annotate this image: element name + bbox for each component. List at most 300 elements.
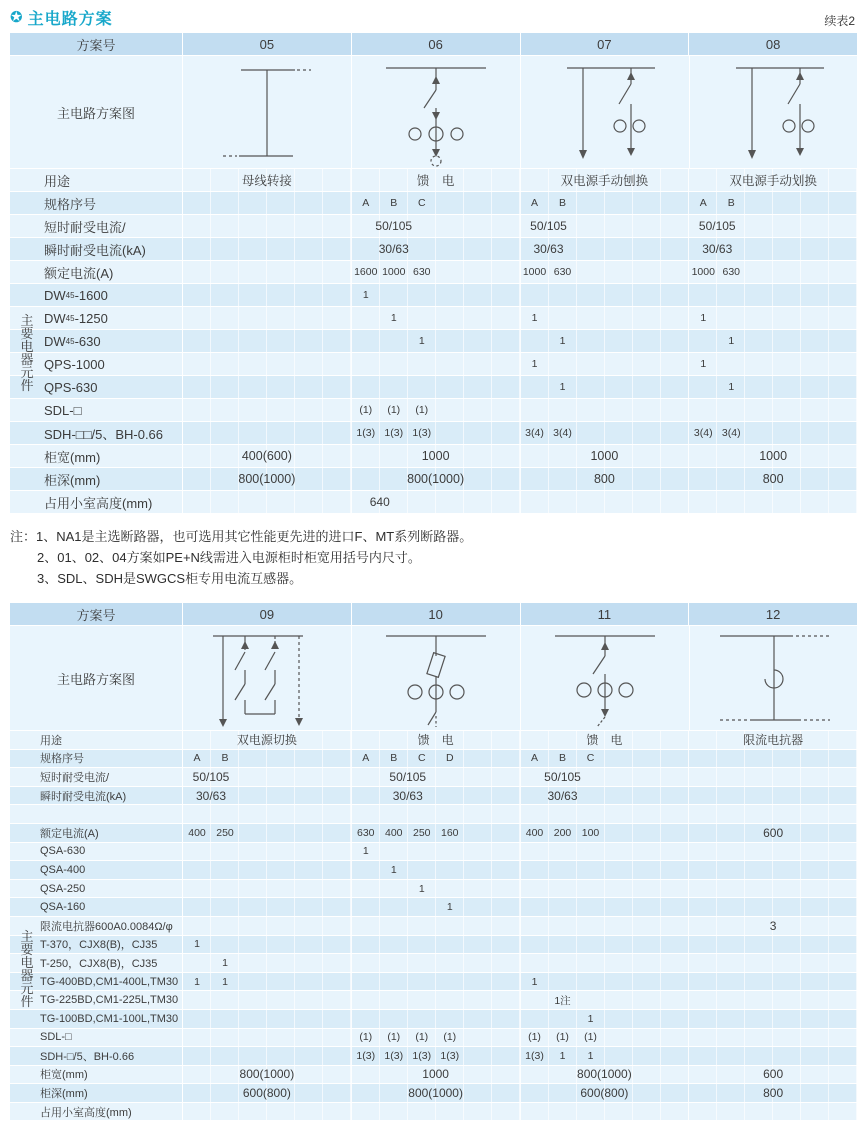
value-cell xyxy=(183,192,352,214)
cell-subvalues xyxy=(352,827,464,839)
value-cell xyxy=(352,1047,521,1065)
cell-subvalues xyxy=(689,381,745,393)
value-cell xyxy=(352,399,521,421)
header-scheme-label: 方案号 xyxy=(10,33,183,55)
value-cell xyxy=(183,491,352,513)
sub-value xyxy=(352,312,380,324)
value-cell xyxy=(689,768,857,786)
cell-subvalues xyxy=(352,404,436,416)
cell-value: 800 xyxy=(763,1086,784,1101)
cell-value: 600(800) xyxy=(580,1086,629,1101)
table-row xyxy=(10,1066,857,1085)
cell-value: 50/105 xyxy=(192,769,230,784)
value-cell xyxy=(352,307,521,329)
cell-subvalues xyxy=(352,1050,464,1062)
value-cell xyxy=(183,991,352,1009)
sub-value: (1) xyxy=(359,404,373,416)
sub-value: 1 xyxy=(587,1049,594,1062)
value-cell xyxy=(183,1066,352,1084)
row-values xyxy=(183,936,857,954)
value-cell xyxy=(689,491,857,513)
row-label: 规格序号 xyxy=(10,750,183,768)
value-cell xyxy=(521,399,690,421)
cell-subvalues xyxy=(521,1031,605,1043)
sub-value: A xyxy=(530,197,538,209)
sub-value: C xyxy=(417,197,426,209)
sub-value: 1(3) xyxy=(356,427,376,439)
value-cell xyxy=(183,353,352,375)
table-row xyxy=(10,261,857,284)
value-cell xyxy=(183,468,352,490)
cell-value: 30/63 xyxy=(547,788,578,803)
value-cell xyxy=(183,307,352,329)
row-values xyxy=(183,768,857,786)
value-cell xyxy=(352,843,521,861)
table-row xyxy=(10,445,857,468)
sub-value xyxy=(352,883,380,895)
value-cell xyxy=(352,261,521,283)
value-cell xyxy=(521,376,690,398)
value-cell xyxy=(521,238,690,260)
cell-subvalues xyxy=(521,312,549,324)
sub-value: 1600 xyxy=(354,266,378,278)
row-values xyxy=(183,917,857,935)
sub-value: 1(3) xyxy=(525,1049,544,1062)
row-label: 额定电流(A) xyxy=(10,824,183,842)
header-scheme-label: 方案号 xyxy=(10,603,183,625)
cell-subvalues xyxy=(689,335,745,347)
row-values xyxy=(183,1066,857,1084)
sub-value: 1000 xyxy=(691,266,715,278)
sub-value: (1) xyxy=(359,1031,373,1044)
value-cell xyxy=(352,238,521,260)
sub-value xyxy=(521,993,549,1008)
value-cell xyxy=(521,1084,690,1102)
sub-value: 1 xyxy=(559,335,566,347)
cell-subvalues xyxy=(183,976,239,988)
value-cell xyxy=(689,898,857,916)
row-values xyxy=(183,491,857,513)
value-cell xyxy=(352,215,521,237)
cell-subvalues xyxy=(352,427,436,439)
sub-value: 160 xyxy=(440,826,459,839)
row-label: 占用小室高度(mm) xyxy=(10,491,183,513)
sub-value: A xyxy=(362,752,370,765)
row-label: SDL-□ xyxy=(10,399,183,421)
cell-value: 800 xyxy=(593,472,615,486)
cell-subvalues xyxy=(521,197,577,209)
row-values xyxy=(183,731,857,749)
cell-value: 30/63 xyxy=(378,242,409,256)
cell-subvalues xyxy=(183,938,211,950)
value-cell xyxy=(521,991,690,1009)
group-label-main-components: 主 要 电 器 元 件 xyxy=(20,313,34,393)
value-cell xyxy=(521,422,690,444)
value-cell xyxy=(521,353,690,375)
cell-value: 馈 电 xyxy=(586,733,623,748)
row-values xyxy=(183,261,857,283)
cell-subvalues xyxy=(689,266,745,278)
cell-subvalues xyxy=(352,289,380,301)
cell-subvalues xyxy=(521,427,577,439)
table-row xyxy=(10,468,857,491)
sub-value: 1 xyxy=(531,312,538,324)
sub-value: 1 xyxy=(531,975,538,988)
row-values xyxy=(183,991,857,1009)
value-cell xyxy=(183,330,352,352)
row-label: QPS-630 xyxy=(10,376,183,398)
value-cell xyxy=(689,843,857,861)
value-cell xyxy=(521,192,690,214)
row-label: 额定电流(A) xyxy=(10,261,183,283)
value-cell xyxy=(521,330,690,352)
row-values xyxy=(183,445,857,467)
value-cell xyxy=(352,445,521,467)
circuit-diagram-12 xyxy=(690,626,858,730)
sub-value: C xyxy=(417,752,426,765)
sub-value: 1 xyxy=(700,312,707,324)
sub-value: 1 xyxy=(728,381,735,393)
table-row xyxy=(10,731,857,750)
sub-value: (1) xyxy=(556,1031,569,1044)
row-values xyxy=(183,973,857,991)
sub-value: 250 xyxy=(412,826,431,839)
cell-value: 30/63 xyxy=(195,788,227,803)
section-header xyxy=(10,6,113,29)
sub-value xyxy=(380,335,408,347)
table-row xyxy=(10,1103,857,1122)
cell-subvalues xyxy=(521,266,577,278)
cell-subvalues xyxy=(689,358,717,370)
table-row xyxy=(10,1047,857,1066)
sub-value: 250 xyxy=(216,826,234,839)
value-cell xyxy=(521,445,690,467)
row-values xyxy=(183,1029,857,1047)
row-label: 短时耐受电流/ xyxy=(10,768,183,786)
cell-value: 1000 xyxy=(422,1067,449,1082)
sub-value xyxy=(183,957,211,969)
row-label: 限流电抗器600A0.0084Ω/φ xyxy=(10,917,183,935)
row-label: 柜深(mm) xyxy=(10,1084,183,1102)
cell-subvalues xyxy=(352,864,408,876)
section-star-icon: ✪ xyxy=(10,9,23,26)
value-cell xyxy=(689,307,857,329)
cell-value: 800(1000) xyxy=(577,1067,632,1082)
diagram-row xyxy=(10,626,857,731)
value-cell xyxy=(183,880,352,898)
table-row xyxy=(10,215,857,238)
value-cell xyxy=(521,768,690,786)
sub-value: (1) xyxy=(387,1031,401,1044)
cell-subvalues xyxy=(352,197,436,209)
sub-value: (1) xyxy=(528,1031,541,1044)
table-header-row xyxy=(10,603,857,626)
cell-subvalues xyxy=(352,312,408,324)
value-cell xyxy=(521,1029,690,1047)
value-cell xyxy=(689,330,857,352)
scheme-table-05-08 xyxy=(10,33,857,514)
sub-value: 630 xyxy=(722,266,741,278)
table-row xyxy=(10,399,857,422)
value-cell xyxy=(689,261,857,283)
sub-value: 1 xyxy=(362,289,369,301)
sub-value: B xyxy=(390,197,398,209)
row-label: T-250，CJX8(B)，CJ35 xyxy=(10,954,183,972)
value-cell xyxy=(689,1084,857,1102)
row-label: DW 45 -630 xyxy=(10,330,183,352)
table-row xyxy=(10,307,857,330)
value-cell xyxy=(521,491,690,513)
sub-value: 1 xyxy=(559,1049,566,1062)
value-cell xyxy=(521,880,690,898)
sub-value: 1 xyxy=(418,335,425,347)
sub-value: D xyxy=(445,752,454,765)
value-cell xyxy=(352,805,521,823)
value-cell xyxy=(352,1103,521,1121)
value-cell xyxy=(183,917,352,935)
value-cell xyxy=(689,192,857,214)
sub-value: 3(4) xyxy=(693,427,713,439)
cell-value: 400(600) xyxy=(241,449,292,463)
value-cell xyxy=(183,750,352,768)
value-cell xyxy=(521,973,690,991)
value-cell xyxy=(183,238,352,260)
value-cell xyxy=(689,917,857,935)
sub-value: 3(4) xyxy=(525,427,544,439)
sub-value: 1 xyxy=(531,358,538,370)
value-cell xyxy=(183,936,352,954)
value-cell xyxy=(183,169,352,191)
value-cell xyxy=(521,1010,690,1028)
value-cell xyxy=(183,768,352,786)
row-values xyxy=(183,880,857,898)
cell-subvalues xyxy=(689,427,745,439)
sub-value: A xyxy=(193,752,201,765)
value-cell xyxy=(521,898,690,916)
header-scheme-number-10: 10 xyxy=(352,603,521,625)
sub-value: 1 xyxy=(222,975,228,988)
table-row xyxy=(10,936,857,955)
cell-subvalues xyxy=(521,976,549,988)
value-cell xyxy=(521,824,690,842)
value-cell xyxy=(689,238,857,260)
value-cell xyxy=(521,787,690,805)
value-cell xyxy=(352,376,521,398)
scheme-table-09-12 xyxy=(10,603,857,1121)
value-cell xyxy=(689,973,857,991)
table-row xyxy=(10,376,857,399)
value-cell xyxy=(352,973,521,991)
row-values xyxy=(183,307,857,329)
value-cell xyxy=(352,954,521,972)
value-cell xyxy=(521,1066,690,1084)
header-scheme-number-07: 07 xyxy=(521,33,690,55)
value-cell xyxy=(183,973,352,991)
row-label: 占用小室高度(mm) xyxy=(10,1103,183,1121)
value-cell xyxy=(689,284,857,306)
cell-value: 600 xyxy=(763,1067,784,1082)
value-cell xyxy=(689,880,857,898)
value-cell xyxy=(352,1029,521,1047)
row-label: DW 45 -1600 xyxy=(10,284,183,306)
row-label: 柜宽(mm) xyxy=(10,445,183,467)
table-row xyxy=(10,805,857,824)
value-cell xyxy=(689,1103,857,1121)
value-cell xyxy=(521,750,690,768)
row-label: QSA-250 xyxy=(10,880,183,898)
value-cell xyxy=(352,284,521,306)
value-cell xyxy=(183,954,352,972)
value-cell xyxy=(352,898,521,916)
circuit-diagram-08 xyxy=(690,56,858,168)
cell-subvalues xyxy=(352,901,464,913)
cell-value: 1000 xyxy=(590,449,619,463)
value-cell xyxy=(183,898,352,916)
sub-value xyxy=(689,381,717,393)
sub-value xyxy=(408,901,436,913)
table-row xyxy=(10,768,857,787)
sub-value: B xyxy=(221,752,229,765)
cell-subvalues xyxy=(352,266,436,278)
table-row xyxy=(10,991,857,1010)
diagram-row xyxy=(10,56,857,169)
row-values xyxy=(183,954,857,972)
value-cell xyxy=(689,861,857,879)
value-cell xyxy=(183,1047,352,1065)
sub-value: 630 xyxy=(553,266,572,278)
table-row xyxy=(10,861,857,880)
sub-value: B xyxy=(727,197,735,209)
cell-value: 600(800) xyxy=(242,1086,291,1101)
value-cell xyxy=(183,731,352,749)
table-row xyxy=(10,824,857,843)
row-values xyxy=(183,787,857,805)
value-cell xyxy=(689,991,857,1009)
value-cell xyxy=(521,805,690,823)
table-row xyxy=(10,750,857,769)
sub-value xyxy=(521,1013,549,1025)
row-label: QSA-630 xyxy=(10,843,183,861)
row-label: 用途 xyxy=(10,169,183,191)
cell-value: 800 xyxy=(762,472,784,486)
value-cell xyxy=(183,787,352,805)
value-cell xyxy=(521,468,690,490)
cell-value: 50/105 xyxy=(530,219,567,233)
cell-subvalues xyxy=(521,381,577,393)
cell-value: 双电源手动刨换 xyxy=(560,174,649,188)
circuit-diagram-07 xyxy=(521,56,690,168)
value-cell xyxy=(352,1066,521,1084)
table-row xyxy=(10,284,857,307)
row-label: QPS-1000 xyxy=(10,353,183,375)
value-cell xyxy=(689,399,857,421)
group-label-main-components: 主 要 电 器 元 件 xyxy=(20,929,34,1009)
value-cell xyxy=(183,399,352,421)
cell-value: 800(1000) xyxy=(239,1067,295,1082)
row-values xyxy=(183,1103,857,1121)
table-row xyxy=(10,192,857,215)
sub-value: 1 xyxy=(194,938,200,951)
row-values xyxy=(183,330,857,352)
sub-value: 1000 xyxy=(382,266,406,278)
cell-value: 1000 xyxy=(421,449,450,463)
value-cell xyxy=(352,787,521,805)
value-cell xyxy=(689,468,857,490)
table-row xyxy=(10,491,857,514)
value-cell xyxy=(352,750,521,768)
table-row xyxy=(10,787,857,806)
header-scheme-number-05: 05 xyxy=(183,33,352,55)
sub-value: (1) xyxy=(584,1031,597,1044)
circuit-diagram-10 xyxy=(352,626,521,730)
circuit-diagram-05 xyxy=(183,56,352,168)
row-label: SDH-□□/5、BH-0.66 xyxy=(10,422,183,444)
row-label: 短时耐受电流/ xyxy=(10,215,183,237)
sub-value: C xyxy=(586,752,595,765)
cell-subvalues xyxy=(521,335,577,347)
table-row xyxy=(10,973,857,992)
note-line: 3、SDL、SDH是SWGCS柜专用电流互感器。 xyxy=(37,571,303,586)
table-row xyxy=(10,1084,857,1103)
sub-value: 630 xyxy=(412,266,431,278)
value-cell xyxy=(521,169,690,191)
cell-subvalues xyxy=(521,1013,605,1025)
value-cell xyxy=(521,261,690,283)
sub-value: 1000 xyxy=(522,266,547,278)
value-cell xyxy=(521,731,690,749)
row-values xyxy=(183,824,857,842)
sub-value: (1) xyxy=(415,404,429,416)
value-cell xyxy=(352,1084,521,1102)
cell-subvalues xyxy=(352,1031,464,1043)
value-cell xyxy=(521,861,690,879)
sub-value: B xyxy=(390,752,398,765)
value-cell xyxy=(689,824,857,842)
cell-value: 50/105 xyxy=(389,769,427,784)
row-values xyxy=(183,215,857,237)
sub-value: 1 xyxy=(728,335,735,347)
cell-subvalues xyxy=(352,752,464,764)
header-scheme-number-11: 11 xyxy=(521,603,690,625)
value-cell xyxy=(689,954,857,972)
sub-value: (1) xyxy=(443,1031,457,1044)
value-cell xyxy=(352,169,521,191)
value-cell xyxy=(689,376,857,398)
cell-value: 800(1000) xyxy=(408,1086,463,1101)
sub-value: (1) xyxy=(387,404,401,416)
value-cell xyxy=(689,353,857,375)
value-cell xyxy=(521,1047,690,1065)
sub-value: A xyxy=(362,197,370,209)
cell-subvalues xyxy=(521,993,577,1008)
sub-value: 1(3) xyxy=(412,427,432,439)
notes-block xyxy=(10,526,857,589)
header-scheme-number-09: 09 xyxy=(183,603,352,625)
cell-subvalues xyxy=(352,335,436,347)
cell-subvalues xyxy=(183,752,239,764)
cell-subvalues xyxy=(352,883,436,895)
cell-value: 30/63 xyxy=(702,242,733,256)
row-values xyxy=(183,238,857,260)
table-row xyxy=(10,169,857,192)
sub-value: 1 xyxy=(194,975,200,988)
cell-value: 800(1000) xyxy=(238,472,296,486)
row-label: DW 45 -1250 xyxy=(10,307,183,329)
value-cell xyxy=(689,936,857,954)
cell-value: 50/105 xyxy=(698,219,736,233)
table-row xyxy=(10,880,857,899)
value-cell xyxy=(352,824,521,842)
